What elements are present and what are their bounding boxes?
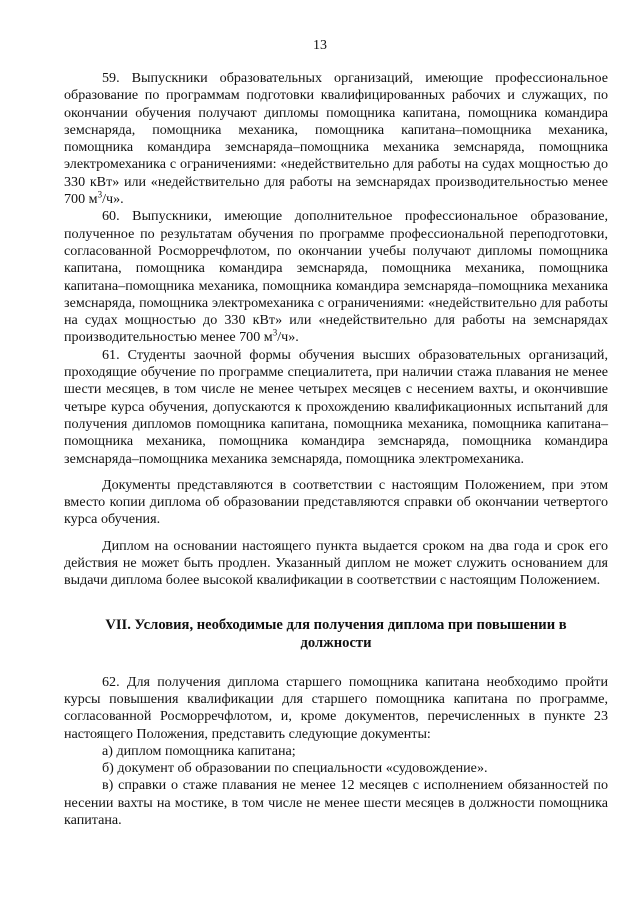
list-item-a: а) диплом помощника капитана; [102, 742, 296, 759]
paragraph-60-text: 60. Выпускники, имеющие дополнительное профессиональное образование, полученное по результатам обучения по программе профессиональной переподготовки, согласованной Росморречфлотом, по окончании учебы получают дипломы помощника капитана, помощника командира земснаряда, помощника механика, помощника капитана–помощника механика, помощника командира земснаряда–помощника механика земснаряда, помощника электромеханика с ограничениями: «недействительно для работы на судах мощностью до 330 кВт» или «недействительно для работы на земснарядах производительностью менее 700 м [64, 208, 608, 346]
section-heading: VII. Условия, необходимые для получения диплома при повышении в должности [105, 616, 567, 651]
paragraph-61-documents: Документы представляются в соответствии с настоящим Положением, при этом вместо копии диплома об образовании представляются справки об окончании четвертого курса обучения. [64, 476, 608, 528]
list-item-c: в) справки о стаже плавания не менее 12 месяцев с исполнением обязанностей по несении вахты на мостике, в том числе не менее шести месяцев в должности помощника капитана. [64, 777, 608, 828]
page-number: 13 [313, 38, 327, 53]
paragraph-61-diploma: Диплом на основании настоящего пункта выдается сроком на два года и срок его действия не может быть продлен. Указанный диплом не может служить основанием для выдачи диплома более высокой квалификации в соответствии с настоящим Положением. [64, 537, 608, 589]
paragraph-59 [64, 70, 608, 208]
paragraph-60 [64, 208, 608, 346]
paragraph-60-end: /ч». [277, 329, 299, 346]
paragraph-61: 61. Студенты заочной формы обучения высших образовательных организаций, проходящие обучение по программе специалитета, при наличии стажа плавания не менее шести месяцев, в том числе не менее четырех месяцев с несением вахты, и окончившие четыре курса обучения, допускаются к прохождению квалификационных испытаний для получения дипломов помощника капитана, помощника механика, помощника капитана–помощника механика, помощника командира земснаряда, помощника командира земснаряда–помощника механика земснаряда, помощника электромеханика. [64, 346, 608, 467]
superscript-cubic: 3 [97, 189, 103, 200]
superscript-cubic: 3 [272, 327, 278, 338]
paragraph-62: 62. Для получения диплома старшего помощника капитана необходимо пройти курсы повышения квалификации для старшего помощника капитана по программе, согласованной Росморречфлотом, и, кроме документов, перечисленных в пункте 23 настоящего Положения, представить следующие документы: [64, 673, 608, 742]
document-body [64, 70, 608, 829]
list-item-b: б) документ об образовании по специальности «судовождение». [102, 760, 488, 777]
paragraph-59-text: 59. Выпускники образовательных организаций, имеющие профессиональное образование по программам подготовки квалифицированных рабочих и служащих, по окончании обучения получают дипломы помощника капитана, помощника командира земснаряда, помощника механика, помощника капитана–помощника механика, помощника командира земснаряда–помощника механика земснаряда, помощника электромеханика с ограничениями: «недействительно для работы на судах мощностью до 330 кВт» или «недействительно для работы на земснарядах производительностью менее 700 м [64, 70, 608, 208]
paragraph-59-end: /ч». [102, 191, 124, 208]
